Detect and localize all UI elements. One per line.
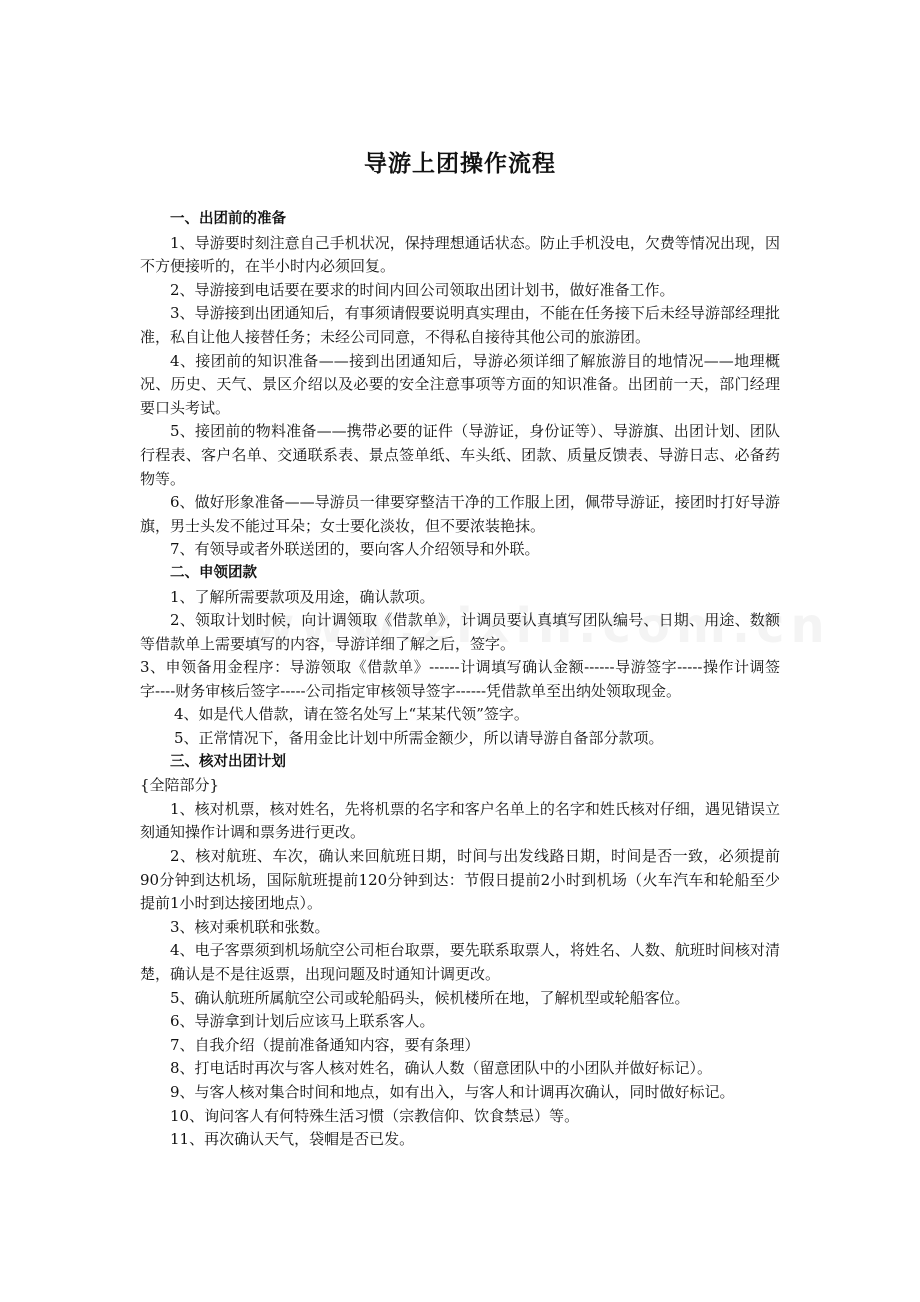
paragraph: 1、核对机票，核对姓名，先将机票的名字和客户名单上的名字和姓氏核对仔细，遇见错误立刻通知操作计调和票务进行更改。 (140, 799, 780, 842)
paragraph: 9、与客人核对集合时间和地点，如有出入，与客人和计调再次确认，同时做好标记。 (170, 1082, 735, 1101)
section-heading: 二、申领团款 (170, 564, 257, 581)
paragraph: 4、如是代人借款，请在签名处写上“某某代领”签字。 (174, 705, 529, 724)
paragraph: 3、申领备用金程序：导游领取《借款单》------计调填写确认金额------导游签字-----操作计调签字----财务审核后签字-----公司指定审核领导签字------凭借款单至出纳处领取现金。 (140, 658, 780, 700)
paragraph: 2、核对航班、车次，确认来回航班日期，时间与出发线路日期，时间是否一致，必须提前90分钟到达机场，国际航班提前120分钟到达：节假日提前2小时到机场（火车汽车和轮船至少提前1小时到达接团地点）。 (140, 847, 780, 913)
section-subheading: {全陪部分} (140, 776, 220, 795)
paragraph: 2、领取计划时候，向计调领取《借款单》，计调员要认真填写团队编号、日期、用途、数额等借款单上需要填写的内容，导游详细了解之后，签字。 (140, 611, 780, 653)
section-heading: 一、出团前的准备 (170, 211, 286, 227)
paragraph: 5、接团前的物料准备——携带必要的证件（导游证，身份证等）、导游旗、出团计划、团队行程表、客户名单、交通联系表、景点签单纸、车头纸、团款、质量反馈表、导游日志、必备药物等。 (140, 422, 780, 488)
paragraph: 3、核对乘机联和张数。 (170, 917, 330, 936)
paragraph: 1、导游要时刻注意自己手机状况，保持理想通话状态。防止手机没电，欠费等情况出现，因不方便接听的，在半小时内必须回复。 (140, 233, 780, 276)
paragraph: 8、打电话时再次与客人核对姓名，确认人数（留意团队中的小团队并做好标记）。 (170, 1059, 713, 1078)
page-title: 导游上团操作流程 (364, 151, 556, 177)
section-heading: 三、核对出团计划 (170, 753, 286, 770)
paragraph: 5、确认航班所属航空公司或轮船码头，候机楼所在地，了解机型或轮船客位。 (170, 988, 690, 1007)
paragraph: 3、导游接到出团通知后，有事须请假要说明真实理由，不能在任务接下后未经导游部经理批准，私自让他人接替任务；未经公司同意，不得私自接待其他公司的旅游团。 (140, 304, 780, 346)
paragraph: 2、导游接到电话要在要求的时间内回公司领取出团计划书，做好准备工作。 (170, 280, 675, 299)
paragraph: 6、导游拿到计划后应该马上联系客人。 (170, 1012, 435, 1031)
paragraph: 10、询问客人有何特殊生活习惯（宗教信仰、饮食禁忌）等。 (170, 1106, 580, 1125)
paragraph: 7、有领导或者外联送团的，要向客人介绍领导和外联。 (170, 540, 540, 559)
paragraph: 4、接团前的知识准备——接到出团通知后，导游必须详细了解旅游目的地情况——地理概况、历史、天气、景区介绍以及必要的安全注意事项等方面的知识准备。出团前一天，部门经理要口头考试。 (140, 351, 780, 417)
paragraph: 11、再次确认天气，袋帽是否已发。 (170, 1130, 415, 1149)
paragraph: 1、了解所需要款项及用途，确认款项。 (170, 587, 435, 606)
paragraph: 6、做好形象准备——导游员一律要穿整洁干净的工作服上团，佩带导游证，接团时打好导游旗，男士头发不能过耳朵；女士要化淡妆，但不要浓装艳抹。 (140, 493, 780, 535)
document-body (140, 208, 780, 1152)
paragraph: 4、电子客票须到机场航空公司柜台取票，要先联系取票人，将姓名、人数、航班时间核对清楚，确认是不是往返票，出现问题及时通知计调更改。 (140, 941, 780, 983)
paragraph: 7、自我介绍（提前准备通知内容，要有条理） (170, 1035, 480, 1054)
paragraph: 5、正常情况下，备用金比计划中所需金额少，所以请导游自备部分款项。 (174, 729, 664, 748)
